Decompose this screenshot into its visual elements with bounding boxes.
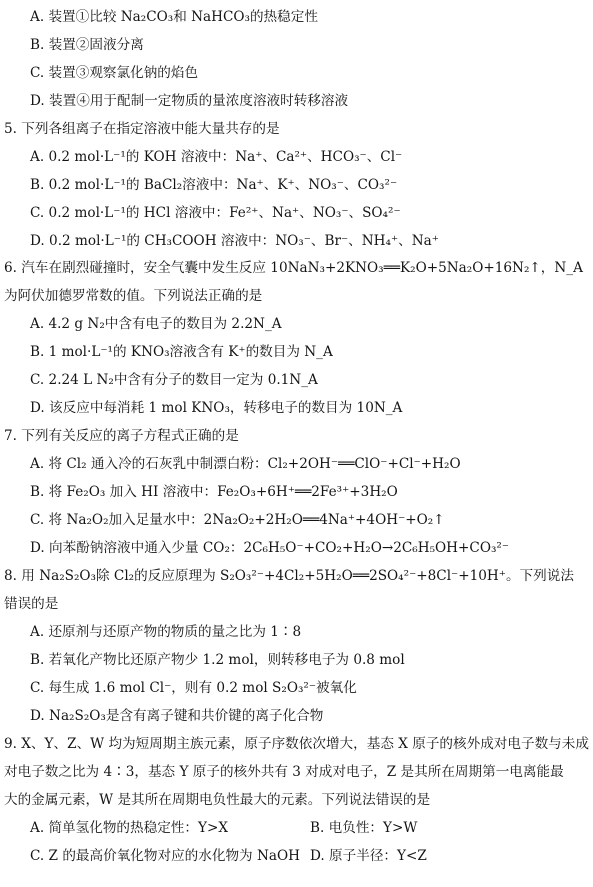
q5-option-c: C. 0.2 mol·L⁻¹的 HCl 溶液中：Fe²⁺、Na⁺、NO₃⁻、SO₄²⁻ [30,205,401,221]
q6-option-a: A. 4.2 g N₂中含有电子的数目为 2.2N_A [30,316,282,332]
q8-option-a: A. 还原剂与还原产物的物质的量之比为 1∶8 [30,624,302,640]
q7-option-c: C. 将 Na₂O₂加入足量水中：2Na₂O₂+2H₂O══4Na⁺+4OH⁻+O₂↑ [30,512,445,528]
q8-option-d: D. Na₂S₂O₃是含有离子键和共价键的离子化合物 [30,708,324,724]
q9-option-d: D. 原子半径：Y<Z [310,848,427,864]
q4-option-a: A. 装置①比较 Na₂CO₃和 NaHCO₃的热稳定性 [30,9,318,25]
q9-stem-line3: 大的金属元素，W 是其所在周期电负性最大的元素。下列说法错误的是 [4,792,431,808]
q6-option-b: B. 1 mol·L⁻¹的 KNO₃溶液含有 K⁺的数目为 N_A [30,344,333,360]
q4-option-d: D. 装置④用于配制一定物质的量浓度溶液时转移溶液 [30,93,349,109]
q9-option-a: A. 简单氢化物的热稳定性：Y>X [30,820,229,836]
q4-option-b: B. 装置②固液分离 [30,37,144,53]
q5-stem: 5. 下列各组离子在指定溶液中能大量共存的是 [4,121,280,137]
q9-option-c: C. Z 的最高价氧化物对应的水化物为 NaOH [30,848,300,864]
q4-option-c: C. 装置③观察氯化钠的焰色 [30,65,199,81]
q6-option-c: C. 2.24 L N₂中含有分子的数目一定为 0.1N_A [30,372,318,388]
q7-option-b: B. 将 Fe₂O₃ 加入 HI 溶液中：Fe₂O₃+6H⁺══2Fe³⁺+3H₂O [30,484,398,500]
q5-option-b: B. 0.2 mol·L⁻¹的 BaCl₂溶液中：Na⁺、K⁺、NO₃⁻、CO₃²⁻ [30,177,398,193]
q9-stem-line2: 对电子数之比为 4∶3，基态 Y 原子的核外共有 3 对成对电子，Z 是其所在周期第一电离能最 [4,764,564,780]
q8-option-c: C. 每生成 1.6 mol Cl⁻，则有 0.2 mol S₂O₃²⁻被氧化 [30,680,357,696]
q9-option-b: B. 电负性：Y>W [310,820,418,836]
q6-stem-line1: 6. 汽车在剧烈碰撞时，安全气囊中发生反应 10NaN₃+2KNO₃══K₂O+5Na₂O+16N₂↑，N_A [4,260,583,276]
q8-stem-line1: 8. 用 Na₂S₂O₃除 Cl₂的反应原理为 S₂O₃²⁻+4Cl₂+5H₂O══2SO₄²⁻+8Cl⁻+10H⁺。下列说法 [4,568,574,584]
q7-option-a: A. 将 Cl₂ 通入冷的石灰乳中制漂白粉：Cl₂+2OH⁻══ClO⁻+Cl⁻+H₂O [30,456,461,472]
q6-stem-line2: 为阿伏加德罗常数的值。下列说法正确的是 [4,288,263,304]
q8-option-b: B. 若氧化产物比还原产物少 1.2 mol，则转移电子为 0.8 mol [30,652,405,668]
q5-option-d: D. 0.2 mol·L⁻¹的 CH₃COOH 溶液中：NO₃⁻、Br⁻、NH₄⁺、Na⁺ [30,233,439,249]
q6-option-d: D. 该反应中每消耗 1 mol KNO₃，转移电子的数目为 10N_A [30,400,403,416]
q7-option-d: D. 向苯酚钠溶液中通入少量 CO₂：2C₆H₅O⁻+CO₂+H₂O→2C₆H₅OH+CO₃²⁻ [30,540,510,556]
q7-stem: 7. 下列有关反应的离子方程式正确的是 [4,428,239,444]
q8-stem-line2: 错误的是 [4,596,59,612]
q9-stem-line1: 9. X、Y、Z、W 均为短周期主族元素，原子序数依次增大，基态 X 原子的核外成对电子数与未成 [4,736,589,752]
q5-option-a: A. 0.2 mol·L⁻¹的 KOH 溶液中：Na⁺、Ca²⁺、HCO₃⁻、Cl⁻ [30,149,403,165]
